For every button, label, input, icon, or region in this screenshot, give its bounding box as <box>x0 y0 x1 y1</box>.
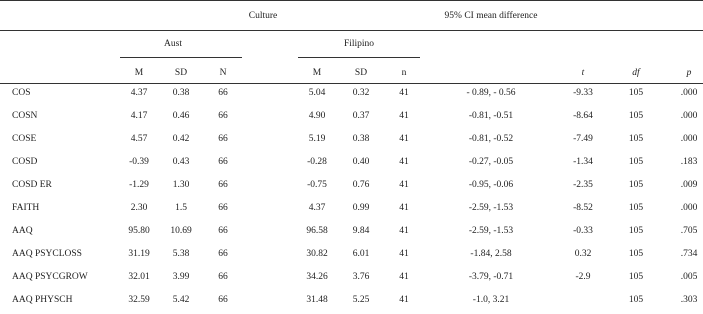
header-rule <box>0 30 703 31</box>
cell-sd-fil: 9.84 <box>352 226 370 236</box>
aust-underline <box>120 57 242 58</box>
cell-ci: - 0.89, - 0.56 <box>466 88 516 98</box>
cell-sd-aust: 3.99 <box>172 272 190 282</box>
cell-n-aust: 66 <box>218 295 228 305</box>
row-label: FAITH <box>12 203 40 213</box>
cell-n-fil: 41 <box>399 157 409 167</box>
cell-p: .000 <box>680 111 698 121</box>
cell-t: -8.52 <box>573 203 593 213</box>
cell-df: 105 <box>628 111 644 121</box>
cell-n-fil: 41 <box>399 226 409 236</box>
row-label: AAQ <box>12 226 33 236</box>
col-n-fil: n <box>401 68 407 78</box>
cell-m-fil: 4.90 <box>308 111 326 121</box>
row-label: COSE <box>12 134 37 144</box>
cell-m-aust: -1.29 <box>129 180 149 190</box>
cell-n-aust: 66 <box>218 203 228 213</box>
cell-n-aust: 66 <box>218 180 228 190</box>
cell-n-aust: 66 <box>218 111 228 121</box>
filipino-header: Filipino <box>343 39 375 49</box>
cell-ci: -2.59, -1.53 <box>468 226 514 236</box>
culture-header: Culture <box>248 11 278 21</box>
cell-p: .000 <box>680 203 698 213</box>
cell-sd-fil: 0.38 <box>352 134 370 144</box>
cell-t: -9.33 <box>573 88 593 98</box>
cell-df: 105 <box>628 272 644 282</box>
cell-t: -7.49 <box>573 134 593 144</box>
cell-m-fil: 96.58 <box>306 226 328 236</box>
cell-m-fil: -0.28 <box>307 157 327 167</box>
cell-m-aust: 95.80 <box>128 226 150 236</box>
cell-t: -2.9 <box>575 272 591 282</box>
cell-sd-aust: 0.42 <box>172 134 190 144</box>
cell-sd-aust: 10.69 <box>170 226 192 236</box>
cell-n-aust: 66 <box>218 249 228 259</box>
cell-sd-fil: 0.99 <box>352 203 370 213</box>
cell-t: -2.35 <box>573 180 593 190</box>
cell-ci: -0.95, -0.06 <box>468 180 514 190</box>
cell-n-aust: 66 <box>218 272 228 282</box>
cell-n-aust: 66 <box>218 157 228 167</box>
cell-sd-aust: 0.38 <box>172 88 190 98</box>
cell-df: 105 <box>628 180 644 190</box>
cell-m-aust: 32.01 <box>128 272 150 282</box>
cell-n-aust: 66 <box>218 226 228 236</box>
cell-t: -8.64 <box>573 111 593 121</box>
cell-p: .000 <box>680 88 698 98</box>
cell-t: 0.32 <box>574 249 592 259</box>
cell-ci: -0.81, -0.52 <box>468 134 514 144</box>
cell-m-fil: 4.37 <box>308 203 326 213</box>
cell-p: .734 <box>680 249 698 259</box>
cell-m-fil: 30.82 <box>306 249 328 259</box>
cell-sd-aust: 1.30 <box>172 180 190 190</box>
cell-sd-aust: 0.46 <box>172 111 190 121</box>
cell-sd-fil: 3.76 <box>352 272 370 282</box>
col-m-aust: M <box>134 68 144 78</box>
cell-m-fil: 5.04 <box>308 88 326 98</box>
cell-m-aust: -0.39 <box>129 157 149 167</box>
col-sd-fil: SD <box>354 68 368 78</box>
cell-n-fil: 41 <box>399 134 409 144</box>
cell-sd-aust: 5.42 <box>172 295 190 305</box>
cell-n-fil: 41 <box>399 295 409 305</box>
cell-t: -1.34 <box>573 157 593 167</box>
row-label: AAQ PSYCGROW <box>12 272 88 282</box>
cell-p: .303 <box>680 295 698 305</box>
cell-df: 105 <box>628 295 644 305</box>
cell-m-aust: 31.19 <box>128 249 150 259</box>
cell-n-fil: 41 <box>399 88 409 98</box>
row-label: AAQ PSYCLOSS <box>12 249 82 259</box>
ci-header: 95% CI mean difference <box>444 11 538 21</box>
cell-m-aust: 4.37 <box>130 88 148 98</box>
cell-ci: -0.81, -0.51 <box>468 111 514 121</box>
cell-sd-fil: 0.76 <box>352 180 370 190</box>
cell-sd-fil: 5.25 <box>352 295 370 305</box>
cell-n-fil: 41 <box>399 180 409 190</box>
row-label: COS <box>12 88 31 98</box>
cell-m-fil: 5.19 <box>308 134 326 144</box>
cell-m-aust: 4.17 <box>130 111 148 121</box>
cell-ci: -0.27, -0.05 <box>468 157 514 167</box>
cell-t: -0.33 <box>573 226 593 236</box>
cell-n-fil: 41 <box>399 111 409 121</box>
cell-m-aust: 2.30 <box>130 203 148 213</box>
row-label: COSN <box>12 111 38 121</box>
col-p: p <box>686 68 692 78</box>
col-sd-aust: SD <box>174 68 188 78</box>
cell-sd-fil: 6.01 <box>352 249 370 259</box>
cell-ci: -2.59, -1.53 <box>468 203 514 213</box>
cell-n-aust: 66 <box>218 88 228 98</box>
cell-df: 105 <box>628 134 644 144</box>
aust-header: Aust <box>164 39 182 49</box>
row-label: COSD ER <box>12 180 52 190</box>
cell-n-aust: 66 <box>218 134 228 144</box>
cell-m-fil: 31.48 <box>306 295 328 305</box>
cell-sd-fil: 0.32 <box>352 88 370 98</box>
col-n-aust: N <box>219 68 227 78</box>
cell-df: 105 <box>628 203 644 213</box>
cell-sd-fil: 0.40 <box>352 157 370 167</box>
cell-m-aust: 4.57 <box>130 134 148 144</box>
top-rule <box>0 0 703 1</box>
col-t: t <box>581 68 585 78</box>
cell-df: 105 <box>628 88 644 98</box>
cell-sd-fil: 0.37 <box>352 111 370 121</box>
cell-df: 105 <box>628 226 644 236</box>
cell-ci: -3.79, -0.71 <box>468 272 514 282</box>
cell-m-fil: 34.26 <box>306 272 328 282</box>
cell-p: .005 <box>680 272 698 282</box>
cell-m-fil: -0.75 <box>307 180 327 190</box>
cell-ci: -1.0, 3.21 <box>472 295 510 305</box>
cell-ci: -1.84, 2.58 <box>470 249 512 259</box>
cell-sd-aust: 5.38 <box>172 249 190 259</box>
cell-df: 105 <box>628 157 644 167</box>
cell-p: .009 <box>680 180 698 190</box>
cell-sd-aust: 1.5 <box>175 203 187 213</box>
cell-sd-aust: 0.43 <box>172 157 190 167</box>
col-m-fil: M <box>312 68 322 78</box>
filipino-underline <box>298 57 420 58</box>
cell-n-fil: 41 <box>399 272 409 282</box>
cell-p: .183 <box>680 157 698 167</box>
cell-p: .000 <box>680 134 698 144</box>
row-label: COSD <box>12 157 38 167</box>
col-df: df <box>632 68 640 78</box>
subheader-rule <box>0 83 703 84</box>
cell-n-fil: 41 <box>399 249 409 259</box>
cell-p: .705 <box>680 226 698 236</box>
cell-n-fil: 41 <box>399 203 409 213</box>
cell-df: 105 <box>628 249 644 259</box>
row-label: AAQ PHYSCH <box>12 295 73 305</box>
cell-m-aust: 32.59 <box>128 295 150 305</box>
